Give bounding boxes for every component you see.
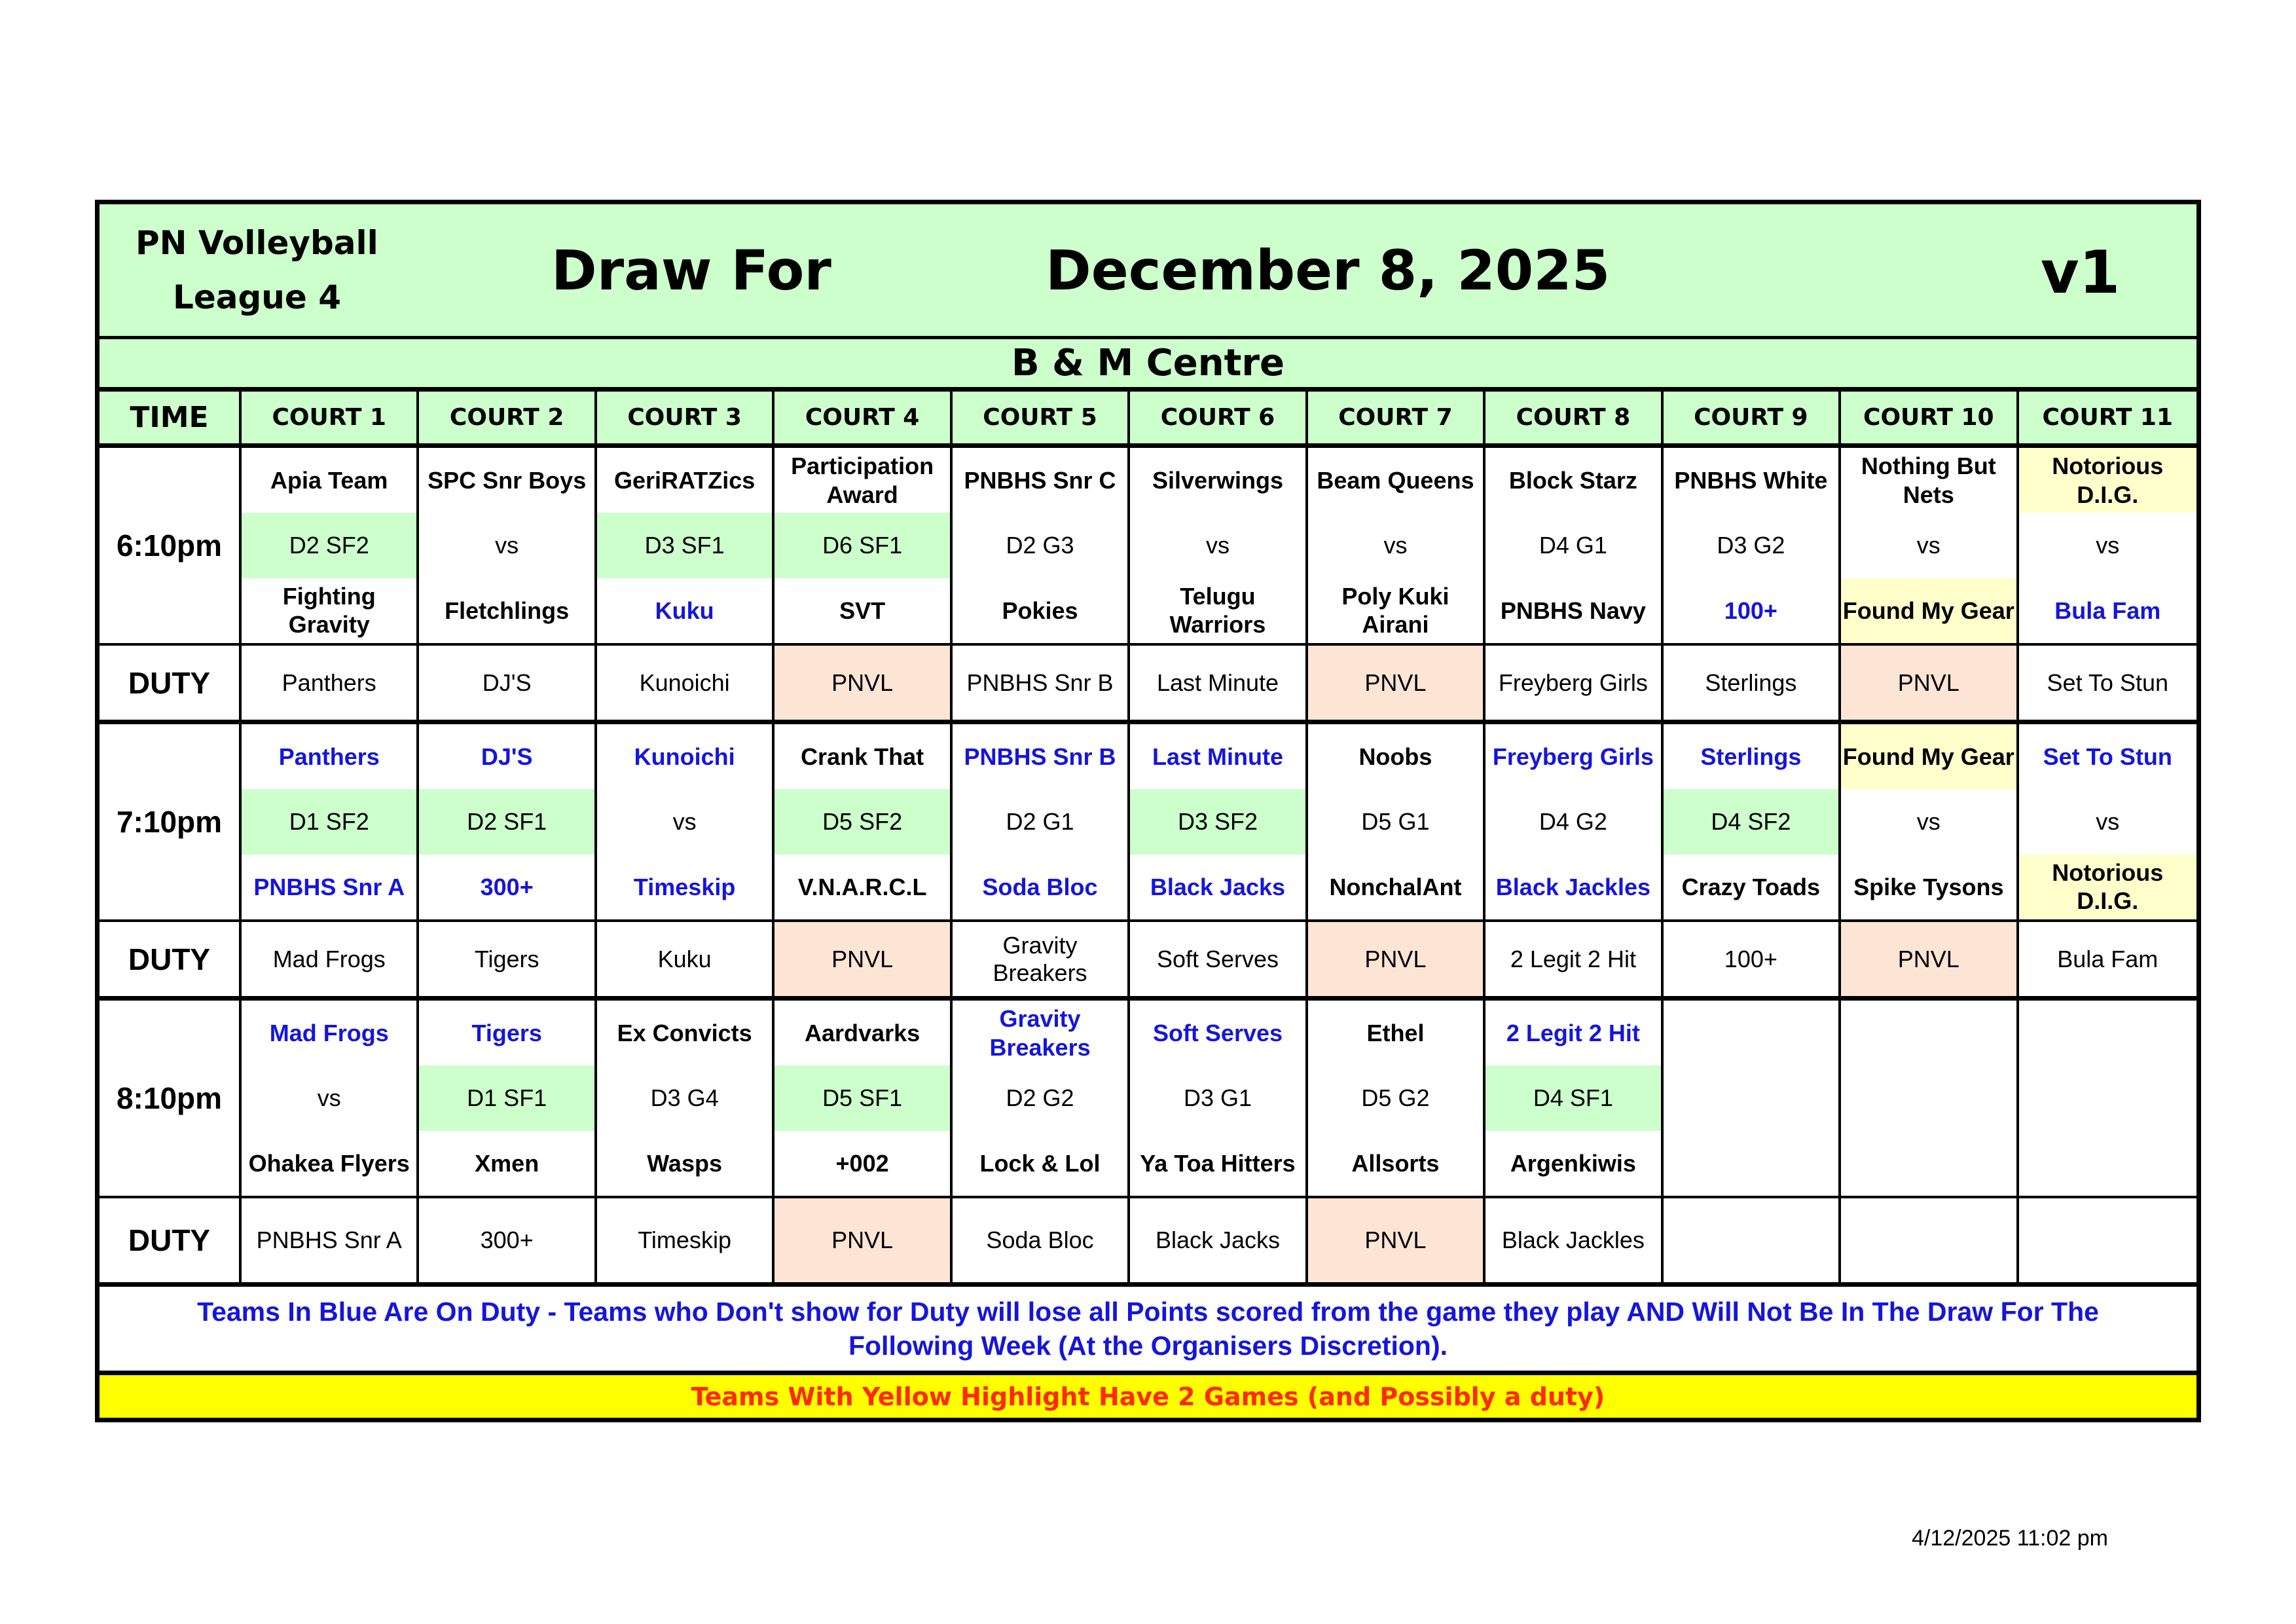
court-header: COURT 1 — [242, 392, 419, 448]
home-team: Found My Gear — [1841, 724, 2016, 789]
division-label: D4 G1 — [1539, 532, 1607, 559]
away-team: Pokies — [1002, 597, 1078, 624]
away-team — [2019, 1131, 2196, 1196]
duty-team: Soda Bloc — [953, 1198, 1130, 1287]
home-team — [1664, 1001, 1838, 1065]
away-team: 300+ — [480, 873, 534, 900]
court-header: COURT 5 — [953, 392, 1130, 448]
court-header: COURT 2 — [419, 392, 596, 448]
home-team: Nothing But Nets — [1861, 452, 1996, 508]
game-cell — [419, 448, 596, 646]
game-cell — [597, 448, 774, 646]
draw-version: v1 — [2041, 238, 2121, 307]
home-team: PNBHS White — [1674, 467, 1828, 494]
duty-team: 2 Legit 2 Hit — [1485, 922, 1663, 1001]
court-header: COURT 10 — [1841, 392, 2018, 448]
home-team — [2019, 1001, 2196, 1065]
division-label: D5 G2 — [1361, 1084, 1430, 1112]
duty-label: DUTY — [100, 646, 242, 724]
duty-team: Bula Fam — [2019, 922, 2196, 1001]
away-team: Xmen — [475, 1149, 539, 1177]
game-cell — [1130, 448, 1307, 646]
home-team: Ex Convicts — [617, 1020, 752, 1047]
league-name-line2: League 4 — [173, 278, 342, 316]
duty-team: 100+ — [1664, 922, 1841, 1001]
division-label: D4 G2 — [1539, 808, 1607, 836]
division-label: vs — [2096, 532, 2120, 559]
away-team — [1664, 1131, 1838, 1196]
draw-header — [100, 204, 2196, 339]
division-label: D3 G4 — [650, 1084, 719, 1112]
division-label: D4 SF2 — [1664, 789, 1838, 854]
duty-team: Freyberg Girls — [1485, 646, 1663, 724]
away-team: Notorious D.I.G. — [2019, 855, 2196, 919]
duty-team: PNVL — [1841, 922, 2018, 1001]
game-cell — [1485, 1001, 1663, 1198]
away-team: SVT — [839, 597, 886, 624]
home-team: Sterlings — [1700, 743, 1802, 771]
home-team: PNBHS Snr B — [964, 743, 1116, 771]
division-label: D5 G1 — [1361, 808, 1430, 836]
game-cell — [1664, 448, 1841, 646]
game-cell — [242, 1001, 419, 1198]
game-cell — [597, 1001, 774, 1198]
duty-team: Black Jacks — [1130, 1198, 1307, 1287]
division-label: D1 SF1 — [419, 1065, 594, 1130]
duty-team: Soft Serves — [1130, 922, 1307, 1001]
division-label: D2 SF1 — [419, 789, 594, 854]
game-cell — [953, 448, 1130, 646]
duty-team: PNBHS Snr B — [953, 646, 1130, 724]
court-header: COURT 7 — [1308, 392, 1485, 448]
highlight-note: Teams With Yellow Highlight Have 2 Games (and Possibly a duty) — [100, 1375, 2196, 1418]
division-label — [1841, 1065, 2016, 1130]
game-cell — [1485, 724, 1663, 922]
duty-team: PNBHS Snr A — [242, 1198, 419, 1287]
away-team: Allsorts — [1351, 1149, 1440, 1177]
duty-team: Tigers — [419, 922, 596, 1001]
division-label: D3 G2 — [1717, 532, 1785, 559]
away-team: Spike Tysons — [1853, 873, 2004, 900]
division-label: vs — [2096, 808, 2120, 836]
venue-title: B & M Centre — [100, 339, 2196, 392]
duty-team: Black Jackles — [1485, 1198, 1663, 1287]
division-label: D1 SF2 — [242, 789, 416, 854]
home-team: Apia Team — [270, 467, 388, 494]
home-team: Mad Frogs — [269, 1020, 389, 1047]
court-header: COURT 8 — [1485, 392, 1663, 448]
duty-team — [1664, 1198, 1841, 1287]
duty-label: DUTY — [100, 922, 242, 1001]
away-team: 100+ — [1724, 597, 1777, 624]
home-team: Noobs — [1358, 743, 1432, 771]
home-team: Gravity Breakers — [989, 1005, 1091, 1061]
game-cell — [1841, 448, 2018, 646]
division-label: vs — [1916, 808, 1941, 836]
printed-timestamp: 4/12/2025 11:02 pm — [1912, 1526, 2108, 1551]
division-label: D2 G2 — [1006, 1084, 1074, 1112]
division-label: D4 SF1 — [1485, 1065, 1660, 1130]
game-cell — [1664, 1001, 1841, 1198]
game-cell — [1130, 724, 1307, 922]
division-label: D6 SF1 — [774, 513, 949, 578]
home-team: Set To Stun — [2043, 743, 2172, 771]
home-team: Silverwings — [1152, 467, 1284, 494]
game-cell — [1130, 1001, 1307, 1198]
home-team — [1841, 1001, 2016, 1065]
time-slot: 7:10pm — [100, 724, 242, 922]
duty-team: PNVL — [1308, 1198, 1485, 1287]
court-header: COURT 4 — [774, 392, 952, 448]
away-team: Argenkiwis — [1510, 1149, 1636, 1177]
duty-team: PNVL — [774, 1198, 952, 1287]
duty-team: Sterlings — [1664, 646, 1841, 724]
home-team: Soft Serves — [1152, 1020, 1283, 1047]
duty-team — [1841, 1198, 2018, 1287]
court-header: COURT 3 — [597, 392, 774, 448]
duty-team: 300+ — [419, 1198, 596, 1287]
draw-grid — [100, 392, 2196, 1287]
draw-sheet — [95, 200, 2201, 1422]
draw-date: December 8, 2025 — [1046, 238, 1611, 303]
game-cell — [1308, 448, 1485, 646]
duty-label: DUTY — [100, 1198, 242, 1287]
away-team: Fighting Gravity — [282, 583, 376, 638]
duty-team: PNVL — [1841, 646, 2018, 724]
away-team: Timeskip — [633, 873, 736, 900]
game-cell — [2019, 448, 2196, 646]
home-team: Block Starz — [1508, 467, 1637, 494]
division-label: D5 SF1 — [774, 1065, 949, 1130]
game-cell — [1841, 1001, 2018, 1198]
away-team: Fletchlings — [445, 597, 570, 624]
home-team: Last Minute — [1152, 743, 1283, 771]
duty-team: Timeskip — [597, 1198, 774, 1287]
away-team: Poly Kuki Airani — [1341, 583, 1449, 638]
game-cell — [774, 448, 952, 646]
game-cell — [242, 448, 419, 646]
game-cell — [774, 724, 952, 922]
game-cell — [1485, 448, 1663, 646]
game-cell — [953, 724, 1130, 922]
game-cell — [242, 724, 419, 922]
division-label: vs — [317, 1084, 341, 1112]
division-label: D2 SF2 — [242, 513, 416, 578]
time-slot: 8:10pm — [100, 1001, 242, 1198]
home-team: SPC Snr Boys — [428, 467, 587, 494]
time-slot: 6:10pm — [100, 448, 242, 646]
game-cell — [597, 724, 774, 922]
duty-team: PNVL — [1308, 922, 1485, 1001]
duty-team: Gravity Breakers — [953, 922, 1130, 1001]
home-team: GeriRATZics — [613, 467, 756, 494]
league-name-line1: PN Volleyball — [136, 224, 378, 262]
court-header: COURT 9 — [1664, 392, 1841, 448]
home-team: Panthers — [278, 743, 380, 771]
division-label: D2 G3 — [1006, 532, 1074, 559]
game-cell — [2019, 724, 2196, 922]
away-team: NonchalAnt — [1329, 873, 1462, 900]
draw-for-label: Draw For — [551, 238, 831, 303]
division-label: vs — [1383, 532, 1408, 559]
game-cell — [1664, 724, 1841, 922]
game-cell — [419, 724, 596, 922]
home-team: Freyberg Girls — [1492, 743, 1654, 771]
division-label — [2019, 1065, 2196, 1130]
game-cell — [1308, 724, 1485, 922]
duty-team: Set To Stun — [2019, 646, 2196, 724]
game-cell — [953, 1001, 1130, 1198]
game-cell — [419, 1001, 596, 1198]
away-team: +002 — [835, 1149, 889, 1177]
duty-team: Panthers — [242, 646, 419, 724]
duty-note: Teams In Blue Are On Duty - Teams who Don't show for Duty will lose all Points scored from the game they play AND Will Not Be In The Draw For The Following Week (At the Organisers Discretion). — [100, 1287, 2196, 1375]
away-team: V.N.A.R.C.L — [797, 873, 927, 900]
game-cell — [1841, 724, 2018, 922]
division-label: D3 G1 — [1183, 1084, 1252, 1112]
away-team: Black Jackles — [1495, 873, 1650, 900]
division-label: vs — [672, 808, 697, 836]
home-team: 2 Legit 2 Hit — [1506, 1020, 1640, 1047]
duty-team: Last Minute — [1130, 646, 1307, 724]
division-label — [1664, 1065, 1838, 1130]
away-team: Crazy Toads — [1681, 873, 1821, 900]
away-team: PNBHS Navy — [1500, 597, 1646, 624]
away-team: Soda Bloc — [982, 873, 1098, 900]
home-team: DJ'S — [481, 743, 533, 771]
away-team: Kuku — [655, 597, 714, 624]
away-team: Bula Fam — [2054, 597, 2161, 624]
duty-team: DJ'S — [419, 646, 596, 724]
division-label: vs — [1916, 532, 1941, 559]
home-team: Aardvarks — [805, 1020, 920, 1047]
division-label: D3 SF2 — [1130, 789, 1305, 854]
home-team: Tigers — [471, 1020, 542, 1047]
division-label: D5 SF2 — [774, 789, 949, 854]
duty-team: Mad Frogs — [242, 922, 419, 1001]
away-team: Black Jacks — [1150, 873, 1286, 900]
away-team: Found My Gear — [1841, 578, 2016, 643]
away-team: PNBHS Snr A — [253, 873, 405, 900]
duty-team: PNVL — [774, 646, 952, 724]
home-team: Beam Queens — [1317, 467, 1474, 494]
away-team — [1841, 1131, 2016, 1196]
home-team: Ethel — [1366, 1020, 1425, 1047]
division-label: D3 SF1 — [597, 513, 772, 578]
away-team: Telugu Warriors — [1169, 583, 1266, 638]
away-team: Ohakea Flyers — [248, 1149, 410, 1177]
duty-team — [2019, 1198, 2196, 1287]
division-label: vs — [1205, 532, 1230, 559]
time-column-header: TIME — [100, 392, 242, 448]
home-team: Kunoichi — [634, 743, 735, 771]
court-header: COURT 6 — [1130, 392, 1307, 448]
duty-team: PNVL — [774, 922, 952, 1001]
division-label: D2 G1 — [1006, 808, 1074, 836]
game-cell — [2019, 1001, 2196, 1198]
home-team: PNBHS Snr C — [964, 467, 1116, 494]
game-cell — [1308, 1001, 1485, 1198]
home-team: Participation Award — [791, 452, 934, 508]
away-team: Wasps — [647, 1149, 722, 1177]
home-team: Crank That — [801, 743, 924, 771]
game-cell — [774, 1001, 952, 1198]
away-team: Ya Toa Hitters — [1140, 1149, 1296, 1177]
court-header: COURT 11 — [2019, 392, 2196, 448]
duty-team: PNVL — [1308, 646, 1485, 724]
away-team: Lock & Lol — [979, 1149, 1101, 1177]
home-team: Notorious D.I.G. — [2019, 448, 2196, 513]
duty-team: Kuku — [597, 922, 774, 1001]
division-label: vs — [495, 532, 519, 559]
duty-team: Kunoichi — [597, 646, 774, 724]
